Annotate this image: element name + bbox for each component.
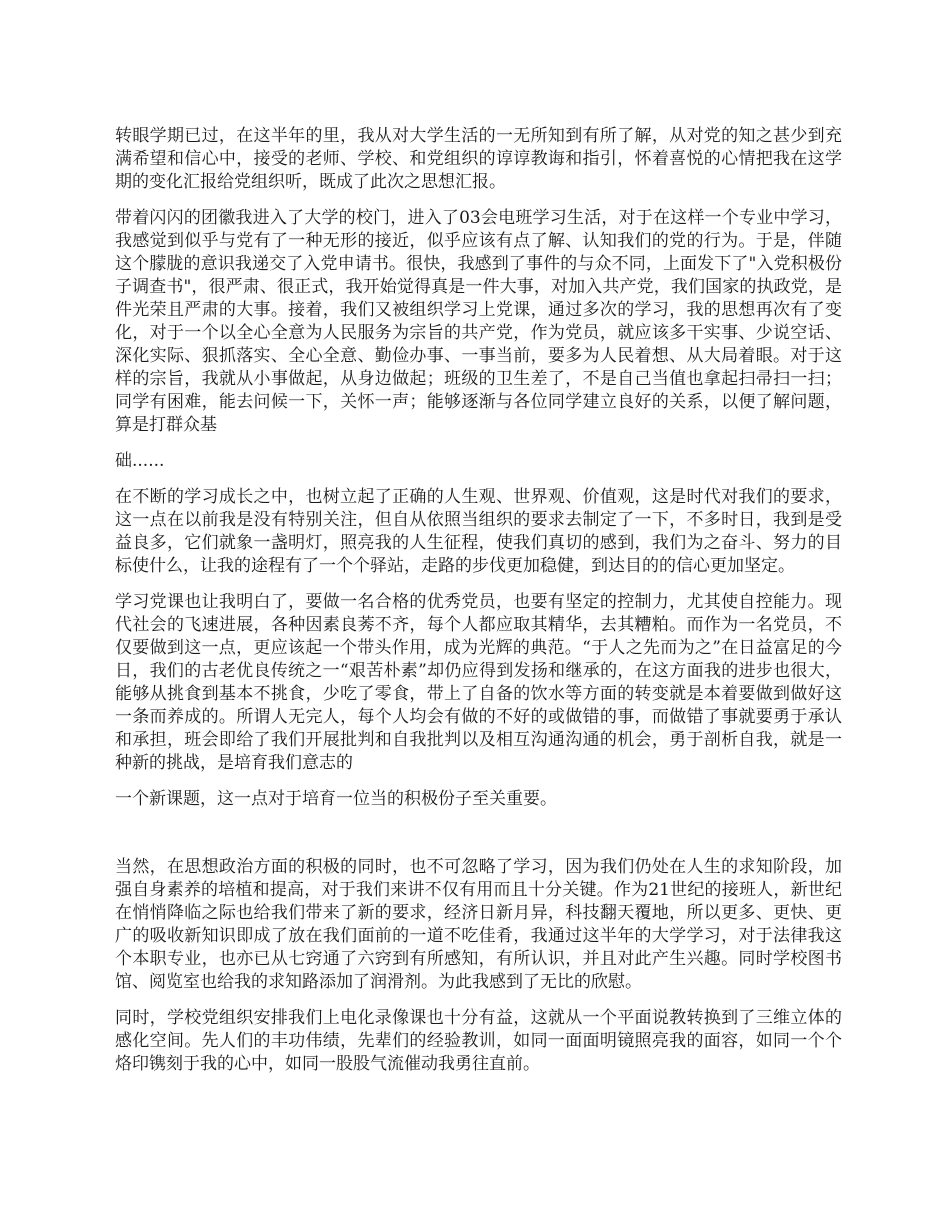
paragraph-joining-party: 带着闪闪的团徽我进入了大学的校门，进入了03会电班学习生活，对于在这样一个专业中学习，我感觉到似乎与党有了一种无形的接近，似乎应该有点了解、认知我们的党的行为。于是，伴随这个朦胧的意识我递交了入党申请书。很快，我感到了事件的与众不同，上面发下了"入党积极份子调查书"，很严肃、很正式，我开始觉得真是一件大事，对加入共产党，我们国家的执政党，是件光荣且严肃的大事。接着，我们又被组织学习上党课，通过多次的学习，我的思想再次有了变化，对于一个以全心全意为人民服务为宗旨的共产党，作为党员，就应该多干实事、少说空话、深化实际、狠抓落实、全心全意、勤俭办事、一事当前，要多为人民着想、从大局着眼。对于这样的宗旨，我就从小事做起，从身边做起；班级的卫生差了，不是自己当值也拿起扫帚扫一扫；同学有困难，能去问候一下，关怀一声；能够逐渐与各位同学建立良好的关系，以便了解问题，算是打群众基 — [115, 208, 842, 435]
paragraph-new-topic: 一个新课题，这一点对于培育一位当的积极份子至关重要。 — [115, 789, 557, 809]
document-body — [115, 125, 842, 1089]
paragraph-self-control: 学习党课也让我明白了，要做一名合格的优秀党员，也要有坚定的控制力，尤其使自控能力。现代社会的飞速进展，各种因素良莠不齐，每个人都应取其精华，去其糟粕。而作为一名党员，不仅要做到这一点，更应该起一个带头作用，成为光辉的典范。“于人之先而为之”在日益富足的今日，我们的古老优良传统之一“艰苦朴素”却仍应得到发扬和继承的，在这方面我的进步也很大，能够从挑食到基本不挑食，少吃了零食，带上了自备的饮水等方面的转变就是本着要做到做好这一条而养成的。所谓人无完人，每个人均会有做的不好的或做错的事，而做错了事就要勇于承认和承担，班会即给了我们开展批判和自我批判以及相互沟通沟通的机会，勇于剖析自我，就是一种新的挑战，是培育我们意志的 — [115, 592, 842, 773]
paragraph-intro: 转眼学期已过，在这半年的里，我从对大学生活的一无所知到有所了解，从对党的知之甚少到充满希望和信心中，接受的老师、学校、和党组织的谆谆教诲和指引，怀着喜悦的心情把我在这学期的变化汇报给党组织听，既成了此次之思想汇报。 — [115, 126, 842, 192]
paragraph-worldview: 在不断的学习成长之中，也树立起了正确的人生观、世界观、价值观，这是时代对我们的要求，这一点在以前我是没有特别关注，但自从依照当组织的要求去制定了一下，不多时日，我到是受益良多，它们就象一盏明灯，照亮我的人生征程，使我们真切的感到，我们为之奋斗、努力的目标使什么，让我的途程有了一个个驿站，走路的步伐更加稳健，到达目的的信心更加坚定。 — [115, 487, 842, 576]
paragraph-video-class: 同时，学校党组织安排我们上电化录像课也十分有益，这就从一个平面说教转换到了三维立体的感化空间。先人们的丰功伟绩，先辈们的经验教训，如同一面面明镜照亮我的面容，如同一个个烙印镌刻于我的心中，如同一股股气流催动我勇往直前。 — [115, 1008, 842, 1074]
paragraph-study: 当然，在思想政治方面的积极的同时，也不可忽略了学习，因为我们仍处在人生的求知阶段，加强自身素养的培植和提高，对于我们来讲不仅有用而且十分关键。作为21世纪的接班人，新世纪在悄悄降临之际也给我们带来了新的要求，经济日新月异，科技翻天覆地，所以更多、更快、更广的吸收新知识即成了放在我们面前的一道不吃佳肴，我通过这半年的大学学习，对于法律我这个本职专业，也亦已从七窍通了六窍到有所感知，有所认识，并且对此产生兴趣。同时学校图书馆、阅览室也给我的求知路添加了润滑剂。为此我感到了无比的欣慰。 — [115, 857, 842, 992]
paragraph-continuation: 础...... — [115, 451, 165, 471]
section-gap — [115, 824, 842, 856]
